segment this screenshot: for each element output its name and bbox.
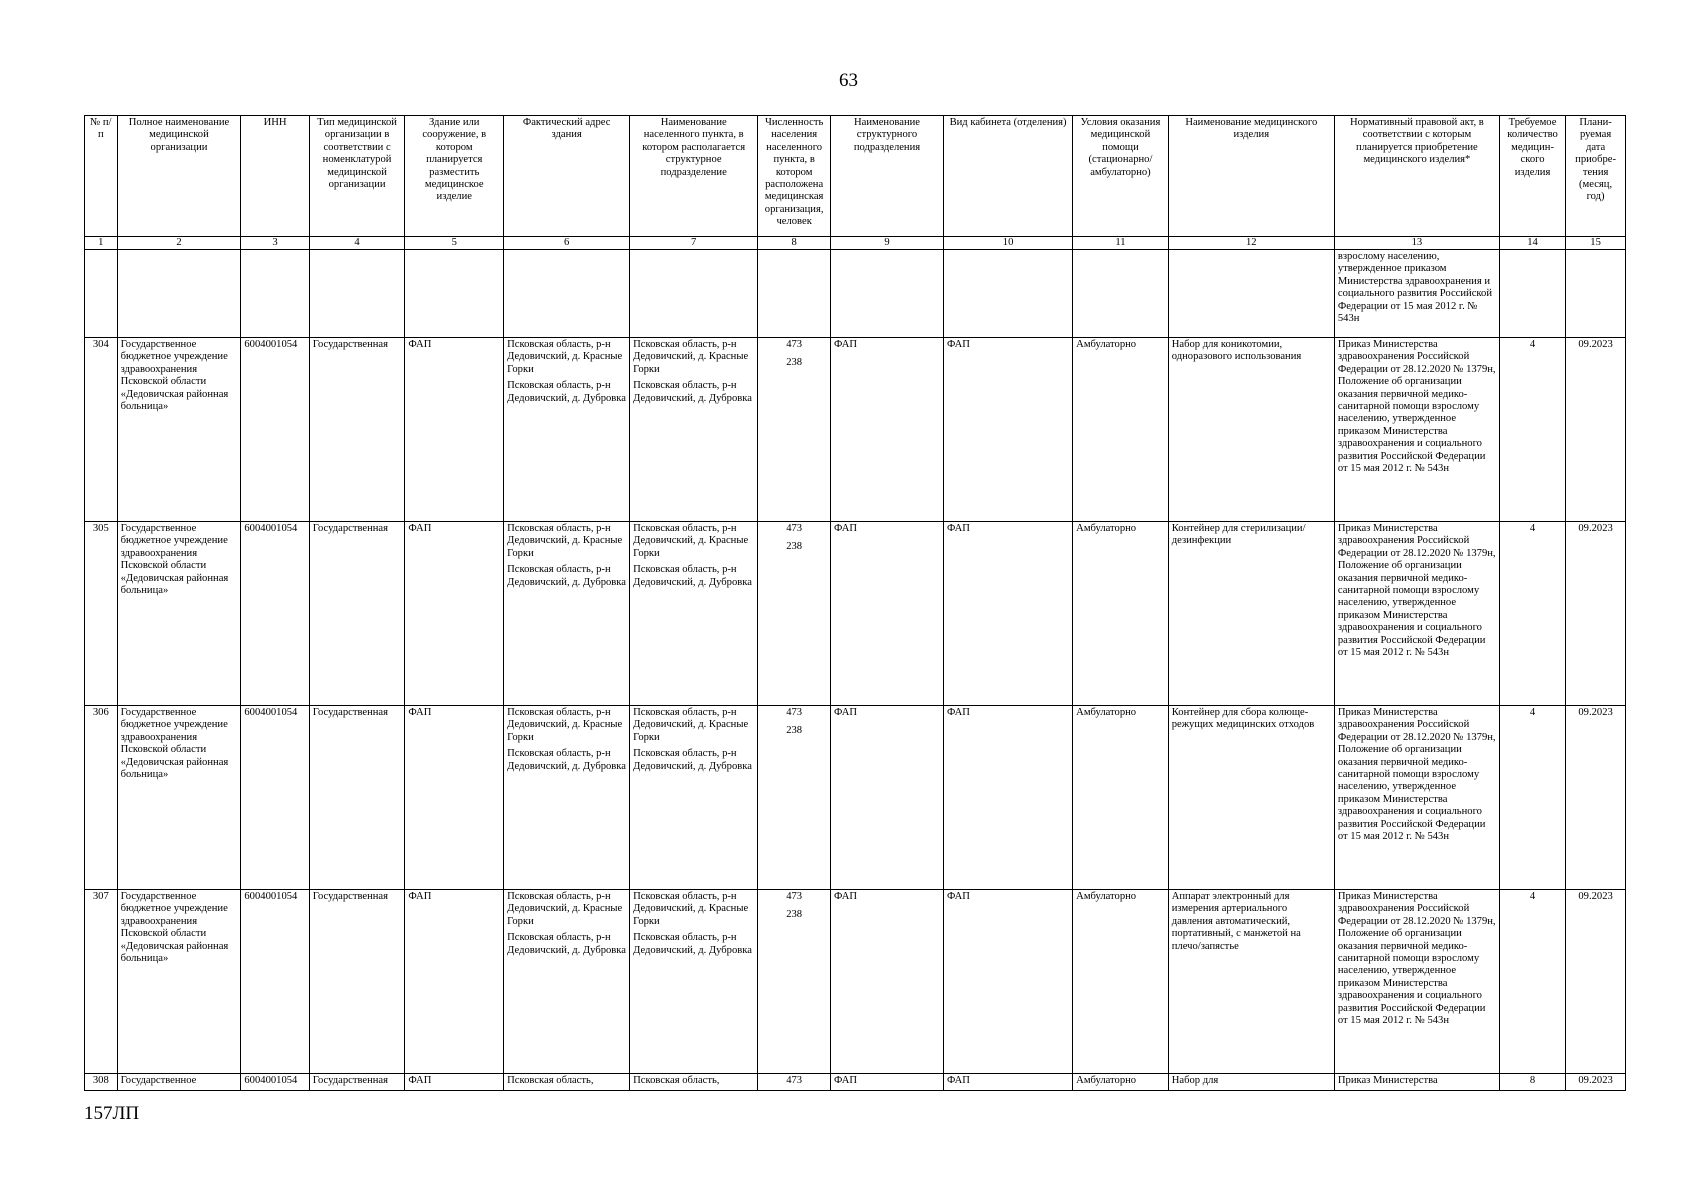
locality-text: Псковская область, р-н Дедовичский, д. Дубровка <box>633 748 752 772</box>
header-cell: Наименование структурного подразделения <box>831 116 944 237</box>
row-number-cell <box>85 706 118 890</box>
org-name-cell <box>117 890 241 1074</box>
cabinet-text: ФАП <box>946 339 970 350</box>
header-cell: Вид кабинета (отделения) <box>943 116 1072 237</box>
header-cell: № п/п <box>85 116 118 237</box>
org-name-text: Государственное бюджетное учреждение здравоохранения Псковской области «Дедовичская районная больница» <box>120 891 229 965</box>
column-number: 2 <box>117 237 241 250</box>
header-cell: Полное наименование медицинской организации <box>117 116 241 237</box>
header-cell: Здание или сооружение, в котором планируется разместить медицинское изделие <box>405 116 504 237</box>
column-number: 13 <box>1334 237 1499 250</box>
equipment-table-container <box>84 115 1626 1095</box>
unit-cell <box>831 890 944 1074</box>
row-number-text: 307 <box>92 891 109 902</box>
quantity-text: 4 <box>1529 891 1536 902</box>
org-name-text: Государственное бюджетное учреждение здравоохранения Псковской области «Дедовичская районная больница» <box>120 339 229 413</box>
cabinet-cell <box>943 890 1072 1074</box>
address-text: Псковская область, р-н Дедовичский, д. Дубровка <box>507 932 626 956</box>
locality-cell <box>630 338 758 522</box>
table-cell <box>1566 250 1626 338</box>
table-cell <box>831 250 944 338</box>
org-name-text: Государственное бюджетное учреждение здравоохранения Псковской области «Дедовичская районная больница» <box>120 523 229 597</box>
device-cell: Набор для <box>1168 1074 1334 1091</box>
conditions-text: Амбулаторно <box>1076 707 1137 718</box>
conditions-cell <box>1073 522 1169 706</box>
act-cell <box>1334 890 1499 1074</box>
unit-cell <box>831 522 944 706</box>
act-cell: Приказ Министерства <box>1334 1074 1499 1091</box>
cabinet-cell <box>943 522 1072 706</box>
building-cell <box>405 706 504 890</box>
conditions-cell <box>1073 706 1169 890</box>
column-number: 8 <box>758 237 831 250</box>
org-name-cell: Государственное <box>117 1074 241 1091</box>
quantity-text: 4 <box>1529 339 1536 350</box>
locality-text: Псковская область, р-н Дедовичский, д. Дубровка <box>633 932 752 956</box>
continuation-act-cell: взрослому населению, утвержденное приказом Министерства здравоохранения и социального развития Российской Федерации от 15 мая 2012 г. № 543н <box>1334 250 1499 338</box>
act-cell <box>1334 706 1499 890</box>
table-cell <box>630 250 758 338</box>
table-row-304 <box>85 338 1626 522</box>
unit-text: ФАП <box>834 707 858 718</box>
header-cell: Наименование населенного пункта, в котором располагается структурное подразделение <box>630 116 758 237</box>
document-code: 157ЛП <box>84 1103 140 1124</box>
continuation-row <box>85 250 1626 338</box>
column-number: 1 <box>85 237 118 250</box>
inn-cell: 6004001054 <box>241 1074 309 1091</box>
header-cell: ИНН <box>241 116 309 237</box>
table-cell <box>1499 250 1565 338</box>
row-number-text: 305 <box>92 523 109 534</box>
act-text: Приказ Министерства здравоохранения Российской Федерации от 28.12.2020 № 1379н, Положение об организации оказания первичной медико-санитарной помощи взрослому населению, утвержденное приказом Министерства здравоохранения и социального развития Российской Федерации от 15 мая 2012 г. № 543н <box>1337 891 1496 1027</box>
cabinet-cell <box>943 706 1072 890</box>
table-cell <box>504 250 630 338</box>
header-cell: Фактический адрес здания <box>504 116 630 237</box>
header-cell: Условия оказания медицинской помощи (стационарно/ амбулаторно) <box>1073 116 1169 237</box>
address-text: Псковская область, р-н Дедовичский, д. Красные Горки <box>507 339 623 375</box>
building-cell <box>405 522 504 706</box>
conditions-cell <box>1073 890 1169 1074</box>
table-cell <box>943 250 1072 338</box>
header-cell: Численность населения населенного пункта, в котором расположена медицинская организация, человек <box>758 116 831 237</box>
quantity-cell: 8 <box>1499 1074 1565 1091</box>
locality-text: Псковская область, р-н Дедовичский, д. Дубровка <box>633 380 752 404</box>
act-cell <box>1334 522 1499 706</box>
org-type-text: Государственная <box>312 523 389 534</box>
org-type-text: Государственная <box>312 707 389 718</box>
population-text: 473 <box>786 339 803 350</box>
date-cell <box>1566 522 1626 706</box>
header-cell: Плани-руемая дата приобре-тения (месяц, год) <box>1566 116 1626 237</box>
population-cell: 473 <box>758 1074 831 1091</box>
header-cell: Нормативный правовой акт, в соответствии с которым планируется приобретение медицинского изделия* <box>1334 116 1499 237</box>
address-text: Псковская область, р-н Дедовичский, д. Красные Горки <box>507 891 623 927</box>
unit-text: ФАП <box>834 523 858 534</box>
header-cell: Наименование медицинского изделия <box>1168 116 1334 237</box>
locality-text: Псковская область, р-н Дедовичский, д. Красные Горки <box>633 339 749 375</box>
conditions-cell: Амбулаторно <box>1073 1074 1169 1091</box>
act-text: Приказ Министерства здравоохранения Российской Федерации от 28.12.2020 № 1379н, Положение об организации оказания первичной медико-санитарной помощи взрослому населению, утвержденное приказом Министерства здравоохранения и социального развития Российской Федерации от 15 мая 2012 г. № 543н <box>1337 707 1496 843</box>
org-name-cell <box>117 706 241 890</box>
org-name-cell <box>117 522 241 706</box>
org-type-cell <box>309 522 405 706</box>
population-cell <box>758 706 831 890</box>
device-cell <box>1168 890 1334 1074</box>
conditions-cell <box>1073 338 1169 522</box>
date-cell <box>1566 338 1626 522</box>
conditions-text: Амбулаторно <box>1076 891 1137 902</box>
date-text: 09.2023 <box>1578 891 1613 902</box>
inn-cell <box>241 338 309 522</box>
table-row-305 <box>85 522 1626 706</box>
population-cell <box>758 338 831 522</box>
row-number-cell <box>85 890 118 1074</box>
column-number: 4 <box>309 237 405 250</box>
org-type-cell <box>309 890 405 1074</box>
header-cell: Требуемое количество медицин-ского изделия <box>1499 116 1565 237</box>
quantity-cell <box>1499 522 1565 706</box>
table-row-306 <box>85 706 1626 890</box>
column-number: 9 <box>831 237 944 250</box>
cabinet-text: ФАП <box>946 891 970 902</box>
column-number: 15 <box>1566 237 1626 250</box>
row-number-cell: 308 <box>85 1074 118 1091</box>
column-number: 10 <box>943 237 1072 250</box>
cabinet-text: ФАП <box>946 707 970 718</box>
population-text: 238 <box>786 357 803 369</box>
locality-cell <box>630 706 758 890</box>
table-cell <box>405 250 504 338</box>
quantity-cell <box>1499 706 1565 890</box>
device-text: Контейнер для стерилизации/дезинфекции <box>1171 523 1306 547</box>
column-number: 11 <box>1073 237 1169 250</box>
building-cell: ФАП <box>405 1074 504 1091</box>
date-text: 09.2023 <box>1578 707 1613 718</box>
unit-cell <box>831 338 944 522</box>
address-cell <box>504 706 630 890</box>
building-text: ФАП <box>408 707 432 718</box>
table-cell <box>117 250 241 338</box>
act-text: Приказ Министерства здравоохранения Российской Федерации от 28.12.2020 № 1379н, Положение об организации оказания первичной медико-санитарной помощи взрослому населению, утвержденное приказом Министерства здравоохранения и социального развития Российской Федерации от 15 мая 2012 г. № 543н <box>1337 339 1496 475</box>
table-cell <box>1168 250 1334 338</box>
inn-cell <box>241 890 309 1074</box>
unit-text: ФАП <box>834 891 858 902</box>
page-number: 63 <box>839 70 858 91</box>
column-number: 7 <box>630 237 758 250</box>
org-type-text: Государственная <box>312 891 389 902</box>
table-row-307 <box>85 890 1626 1074</box>
building-cell <box>405 338 504 522</box>
header-row <box>85 116 1626 237</box>
inn-text: 6004001054 <box>244 891 298 902</box>
population-cell <box>758 522 831 706</box>
org-type-cell <box>309 338 405 522</box>
device-cell <box>1168 706 1334 890</box>
org-type-cell: Государственная <box>309 1074 405 1091</box>
column-number: 6 <box>504 237 630 250</box>
org-name-cell <box>117 338 241 522</box>
quantity-cell <box>1499 338 1565 522</box>
building-text: ФАП <box>408 339 432 350</box>
act-cell <box>1334 338 1499 522</box>
population-text: 473 <box>786 707 803 718</box>
table-cell <box>241 250 309 338</box>
address-cell <box>504 338 630 522</box>
locality-cell: Псковская область, <box>630 1074 758 1091</box>
column-number: 5 <box>405 237 504 250</box>
unit-cell <box>831 706 944 890</box>
column-number: 3 <box>241 237 309 250</box>
population-text: 238 <box>786 725 803 737</box>
org-name-text: Государственное бюджетное учреждение здравоохранения Псковской области «Дедовичская районная больница» <box>120 707 229 781</box>
building-text: ФАП <box>408 891 432 902</box>
address-cell <box>504 522 630 706</box>
inn-text: 6004001054 <box>244 339 298 350</box>
building-cell <box>405 890 504 1074</box>
inn-text: 6004001054 <box>244 707 298 718</box>
address-text: Псковская область, р-н Дедовичский, д. Дубровка <box>507 564 626 588</box>
address-cell <box>504 890 630 1074</box>
unit-cell: ФАП <box>831 1074 944 1091</box>
locality-text: Псковская область, р-н Дедовичский, д. Красные Горки <box>633 523 749 559</box>
date-text: 09.2023 <box>1578 339 1613 350</box>
quantity-cell <box>1499 890 1565 1074</box>
population-text: 238 <box>786 909 803 921</box>
locality-text: Псковская область, р-н Дедовичский, д. Красные Горки <box>633 891 749 927</box>
building-text: ФАП <box>408 523 432 534</box>
inn-cell <box>241 706 309 890</box>
locality-text: Псковская область, р-н Дедовичский, д. Красные Горки <box>633 707 749 743</box>
row-number-cell <box>85 522 118 706</box>
row-number-cell <box>85 338 118 522</box>
date-cell <box>1566 890 1626 1074</box>
date-cell <box>1566 706 1626 890</box>
locality-cell <box>630 522 758 706</box>
address-text: Псковская область, р-н Дедовичский, д. Красные Горки <box>507 707 623 743</box>
address-text: Псковская область, р-н Дедовичский, д. Дубровка <box>507 748 626 772</box>
act-text: Приказ Министерства здравоохранения Российской Федерации от 28.12.2020 № 1379н, Положение об организации оказания первичной медико-санитарной помощи взрослому населению, утвержденное приказом Министерства здравоохранения и социального развития Российской Федерации от 15 мая 2012 г. № 543н <box>1337 523 1496 659</box>
header-cell: Тип медицинской организации в соответствии с номенклатурой медицинской организации <box>309 116 405 237</box>
cabinet-cell: ФАП <box>943 1074 1072 1091</box>
org-type-cell <box>309 706 405 890</box>
equipment-table <box>84 115 1626 1091</box>
device-text: Аппарат электронный для измерения артериального давления автоматический, портативный, с манжетой на плечо/запястье <box>1171 891 1301 952</box>
table-cell <box>85 250 118 338</box>
column-number: 12 <box>1168 237 1334 250</box>
table-cell <box>758 250 831 338</box>
locality-text: Псковская область, р-н Дедовичский, д. Дубровка <box>633 564 752 588</box>
quantity-text: 4 <box>1529 707 1536 718</box>
column-number-row <box>85 237 1626 250</box>
device-cell <box>1168 522 1334 706</box>
device-cell <box>1168 338 1334 522</box>
date-cell: 09.2023 <box>1566 1074 1626 1091</box>
table-cell <box>309 250 405 338</box>
inn-cell <box>241 522 309 706</box>
population-text: 238 <box>786 541 803 553</box>
inn-text: 6004001054 <box>244 523 298 534</box>
table-row-308 <box>85 1074 1626 1091</box>
device-text: Набор для коникотомии, одноразового использования <box>1171 339 1302 363</box>
conditions-text: Амбулаторно <box>1076 523 1137 534</box>
table-cell <box>1073 250 1169 338</box>
date-text: 09.2023 <box>1578 523 1613 534</box>
row-number-text: 304 <box>92 339 109 350</box>
cabinet-text: ФАП <box>946 523 970 534</box>
org-type-text: Государственная <box>312 339 389 350</box>
row-number-text: 306 <box>92 707 109 718</box>
address-text: Псковская область, р-н Дедовичский, д. Дубровка <box>507 380 626 404</box>
address-cell: Псковская область, <box>504 1074 630 1091</box>
address-text: Псковская область, р-н Дедовичский, д. Красные Горки <box>507 523 623 559</box>
column-number: 14 <box>1499 237 1565 250</box>
conditions-text: Амбулаторно <box>1076 339 1137 350</box>
unit-text: ФАП <box>834 339 858 350</box>
population-text: 473 <box>786 891 803 902</box>
population-text: 473 <box>786 523 803 534</box>
quantity-text: 4 <box>1529 523 1536 534</box>
cabinet-cell <box>943 338 1072 522</box>
population-cell <box>758 890 831 1074</box>
locality-cell <box>630 890 758 1074</box>
device-text: Контейнер для сбора колюще-режущих медицинских отходов <box>1171 707 1315 731</box>
